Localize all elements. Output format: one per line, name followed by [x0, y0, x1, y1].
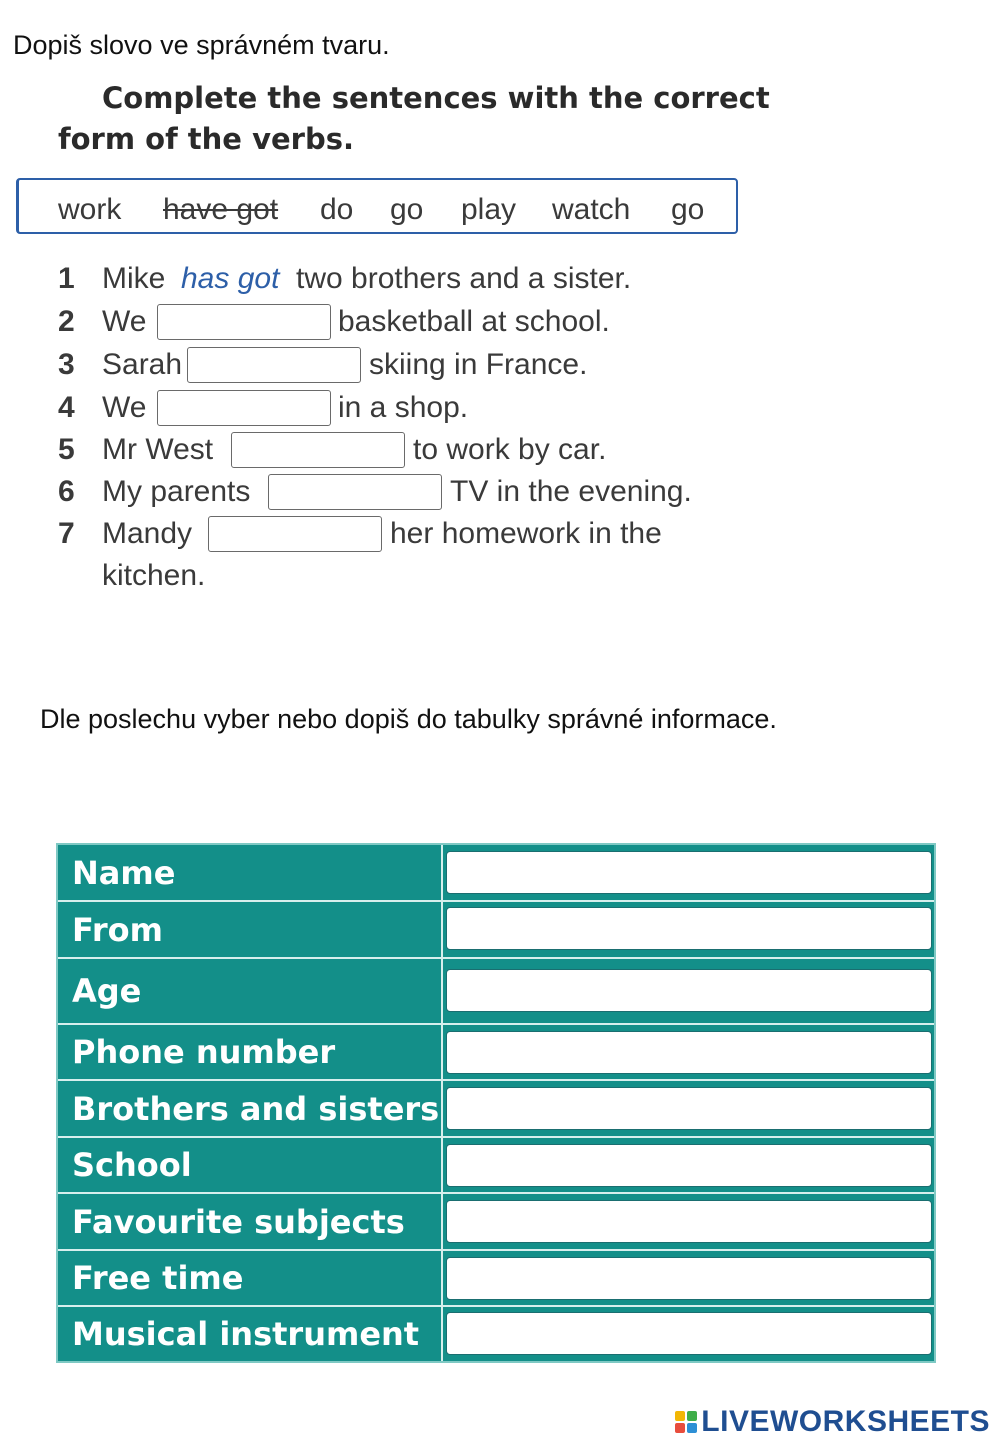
sentence-number: 1	[58, 262, 75, 295]
row-label: Brothers and sisters	[72, 1089, 440, 1128]
word-bank-item: watch	[552, 193, 631, 226]
row-label: Favourite subjects	[72, 1202, 405, 1241]
sentence-number: 6	[58, 475, 75, 508]
sentence-text: basketball at school.	[338, 305, 610, 338]
sentence-number: 3	[58, 348, 75, 381]
sentence-text: in a shop.	[338, 391, 469, 424]
sentence-text: We	[102, 391, 147, 424]
row-divider	[441, 1251, 443, 1305]
sentence-text: skiing in France.	[369, 348, 588, 381]
logo-text: LIVEWORKSHEETS	[701, 1405, 990, 1438]
sentence-text: We	[102, 305, 147, 338]
word-bank-item: play	[461, 193, 517, 226]
answer-input-5[interactable]	[231, 432, 405, 468]
row-divider	[441, 1194, 443, 1249]
name-input[interactable]	[446, 851, 932, 894]
row-label: Musical instrument	[72, 1315, 420, 1353]
answer-input-7[interactable]	[208, 516, 382, 552]
sentence-number: 7	[58, 517, 75, 550]
age-input[interactable]	[446, 969, 932, 1012]
sentence-text: Mr West	[102, 433, 214, 466]
table-row	[58, 902, 934, 959]
row-divider	[441, 1138, 443, 1192]
answer-input-6[interactable]	[268, 474, 442, 510]
instruction-text: Dopiš slovo ve správném tvaru.	[13, 30, 390, 60]
exercise-title-line-1: Complete the sentences with the correct	[102, 81, 770, 115]
sentence-number: 2	[58, 305, 75, 338]
row-divider	[441, 845, 443, 900]
instruction-text: Dle poslechu vyber nebo dopiš do tabulky správné informace.	[40, 704, 777, 734]
row-label: School	[72, 1146, 192, 1184]
sentence-number: 4	[58, 391, 75, 424]
table-row	[58, 845, 934, 902]
row-divider	[441, 902, 443, 957]
table-row	[58, 1194, 934, 1251]
sentence-text: her homework in the	[390, 517, 662, 550]
favourite-subjects-input[interactable]	[446, 1200, 932, 1243]
sentence-text: Mike	[102, 262, 166, 295]
sentence-text: My parents	[102, 475, 251, 508]
liveworksheets-logo-icon	[675, 1411, 697, 1433]
sentence-text: Mandy	[102, 517, 193, 550]
school-input[interactable]	[446, 1144, 932, 1187]
answer-input-3[interactable]	[187, 347, 361, 383]
sentence-number: 5	[58, 433, 75, 466]
row-divider	[441, 1081, 443, 1136]
table-row	[58, 1081, 934, 1138]
row-label: From	[72, 910, 163, 949]
table-row	[58, 959, 934, 1025]
word-bank-item: do	[320, 193, 354, 226]
row-label: Free time	[72, 1259, 244, 1297]
row-label: Age	[72, 972, 142, 1010]
sentence-text: kitchen.	[102, 559, 206, 592]
example-answer: has got	[181, 262, 280, 295]
liveworksheets-logo	[675, 1405, 990, 1439]
info-table	[56, 843, 936, 1363]
sentence-text: Sarah	[102, 348, 183, 381]
table-row	[58, 1138, 934, 1194]
table-row	[58, 1251, 934, 1307]
phone-number-input[interactable]	[446, 1031, 932, 1074]
row-divider	[441, 959, 443, 1023]
word-bank-item: work	[58, 193, 122, 226]
musical-instrument-input[interactable]	[446, 1312, 932, 1355]
answer-input-2[interactable]	[157, 304, 331, 340]
exercise-title-line-2: form of the verbs.	[58, 122, 354, 156]
free-time-input[interactable]	[446, 1257, 932, 1300]
table-row	[58, 1025, 934, 1081]
answer-input-4[interactable]	[157, 390, 331, 426]
from-input[interactable]	[446, 907, 932, 950]
row-label: Phone number	[72, 1033, 336, 1071]
row-label: Name	[72, 853, 176, 892]
sentence-text: TV in the evening.	[450, 475, 692, 508]
table-row	[58, 1307, 934, 1361]
sentence-text: to work by car.	[413, 433, 607, 466]
row-divider	[441, 1307, 443, 1361]
word-bank-item-used: have got	[163, 193, 279, 226]
word-bank-item: go	[390, 193, 424, 226]
exercise-title	[58, 78, 778, 160]
sentence-text: two brothers and a sister.	[296, 262, 632, 295]
brothers-and-sisters-input[interactable]	[446, 1087, 932, 1130]
row-divider	[441, 1025, 443, 1079]
word-bank-item: go	[671, 193, 705, 226]
